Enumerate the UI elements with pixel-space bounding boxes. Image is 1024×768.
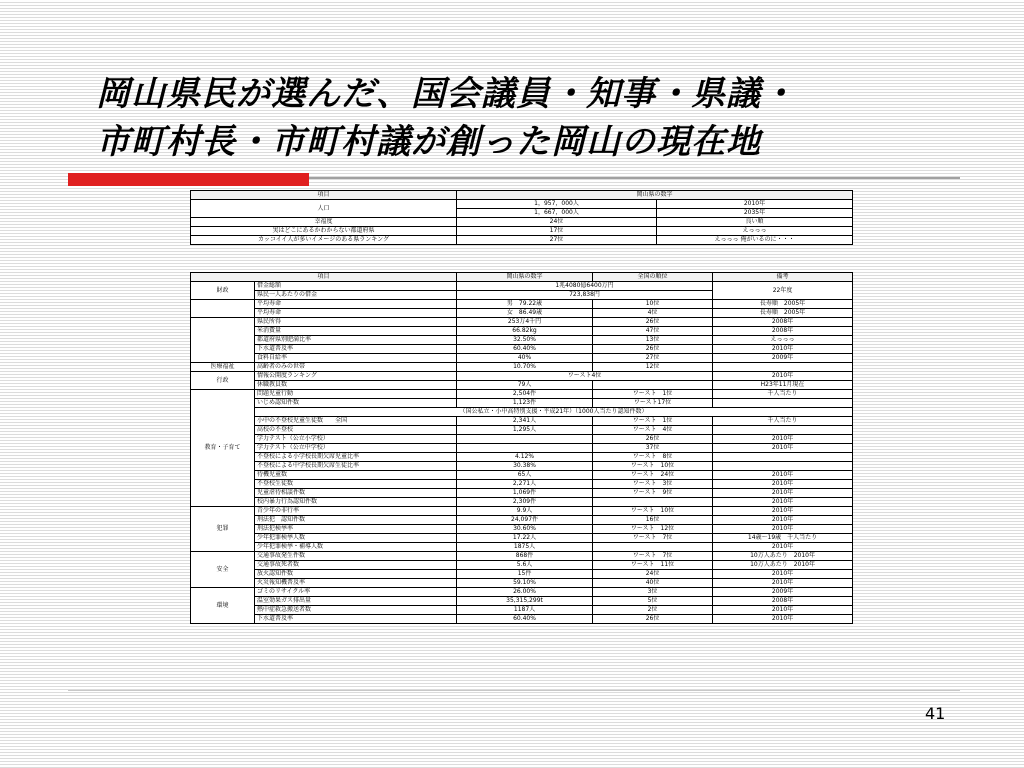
value-cell: 32.50% xyxy=(457,336,593,345)
rank-cell: 4位 xyxy=(593,309,713,318)
table-row xyxy=(191,390,853,399)
row-label: 幸福度 xyxy=(191,218,457,227)
note-cell: 2010年 xyxy=(713,525,853,534)
rank-cell: ワースト 7位 xyxy=(593,552,713,561)
rank-cell: ワースト 12位 xyxy=(593,525,713,534)
table-row xyxy=(191,588,853,597)
header-cell: 備考 xyxy=(713,273,853,282)
value-cell: 1875人 xyxy=(457,543,593,552)
merged-value-cell: ワースト4位 xyxy=(457,372,713,381)
item-cell: 不登校による小学校長期欠席児童比率 xyxy=(255,453,457,462)
value-cell: 30.60% xyxy=(457,525,593,534)
table-row xyxy=(191,507,853,516)
rank-cell: ワースト 8位 xyxy=(593,453,713,462)
table-row xyxy=(191,426,853,435)
rank-cell: ワースト 4位 xyxy=(593,426,713,435)
note-cell: 千人当たり xyxy=(713,417,853,426)
table-row xyxy=(191,462,853,471)
note-row-cell: （国公私立・小中高特別支援・平成21年）（1000人当たり認知件数） xyxy=(255,408,853,417)
value-cell: 女 86.49歳 xyxy=(457,309,593,318)
merged-value-cell: 1兆4080億6400万円 xyxy=(457,282,713,291)
table-row xyxy=(191,318,853,327)
table-row xyxy=(191,534,853,543)
table-row xyxy=(191,408,853,417)
note-cell: 2010年 xyxy=(713,498,853,507)
table-row xyxy=(191,543,853,552)
value-cell: 2,504件 xyxy=(457,390,593,399)
note-cell: えっっっ 俺がいるのに・・・ xyxy=(657,236,853,245)
rank-cell: ワースト 11位 xyxy=(593,561,713,570)
note-cell: 2008年 xyxy=(713,327,853,336)
note-cell: 14歳〜19歳 千人当たり xyxy=(713,534,853,543)
rank-cell: ワースト 24位 xyxy=(593,471,713,480)
item-cell: 児童虐待相談件数 xyxy=(255,489,457,498)
note-cell: 2010年 xyxy=(713,435,853,444)
table-row xyxy=(191,363,853,372)
note-cell: 2010年 xyxy=(713,516,853,525)
note-cell: えっっっ xyxy=(657,227,853,236)
note-cell: 2010年 xyxy=(713,570,853,579)
table-header-row xyxy=(191,273,853,282)
table-row xyxy=(191,354,853,363)
value-cell: 26.00% xyxy=(457,588,593,597)
value-cell: 2,271人 xyxy=(457,480,593,489)
item-cell: 校内暴力行為認知件数 xyxy=(255,498,457,507)
value-cell: 10.70% xyxy=(457,363,593,372)
item-cell: 交通事故死者数 xyxy=(255,561,457,570)
value-cell: 27位 xyxy=(457,236,657,245)
note-cell: 10万人あたり 2010年 xyxy=(713,552,853,561)
note-cell: 長寿順 2005年 xyxy=(713,300,853,309)
note-cell: H23年11月現在 xyxy=(713,381,853,390)
rank-cell: ワースト17位 xyxy=(593,399,713,408)
item-cell: 刑法犯 認知件数 xyxy=(255,516,457,525)
slide-title-line-1: 岡山県民が選んだ、国会議員・知事・県議・ xyxy=(96,74,796,114)
value-cell: 60.40% xyxy=(457,615,593,624)
note-cell: 良い順 xyxy=(657,218,853,227)
table-row xyxy=(191,282,853,291)
rank-cell: 47位 xyxy=(593,327,713,336)
rank-cell: ワースト 9位 xyxy=(593,489,713,498)
note-cell: 2008年 xyxy=(713,318,853,327)
header-cell: 項目 xyxy=(191,273,457,282)
rank-cell: 26位 xyxy=(593,435,713,444)
note-cell: 2010年 xyxy=(713,480,853,489)
item-cell: 少年犯罪検挙人数 xyxy=(255,534,457,543)
item-cell: 交通事故発生件数 xyxy=(255,552,457,561)
item-cell: 温室効果ガス排出量 xyxy=(255,597,457,606)
item-cell: ゴミのリサイクル率 xyxy=(255,588,457,597)
item-cell: 不登校による中学校長期欠席生徒比率 xyxy=(255,462,457,471)
note-cell xyxy=(713,462,853,471)
merged-value-cell: 723,838円 xyxy=(457,291,713,300)
item-cell: 情報公開度ランキング xyxy=(255,372,457,381)
value-cell xyxy=(457,444,593,453)
item-cell: いじめ認知件数 xyxy=(255,399,457,408)
note-cell: 22年度 xyxy=(713,282,853,300)
note-cell: 2010年 xyxy=(713,606,853,615)
note-cell: 2010年 xyxy=(713,543,853,552)
slide-title xyxy=(96,70,976,166)
value-cell: 24,097件 xyxy=(457,516,593,525)
value-cell: 79人 xyxy=(457,381,593,390)
table-row xyxy=(191,236,853,245)
item-cell: 少年犯罪検挙・補導人数 xyxy=(255,543,457,552)
rank-cell: ワースト 7位 xyxy=(593,534,713,543)
title-accent-bar xyxy=(68,173,309,186)
table-row xyxy=(191,480,853,489)
statistics-table xyxy=(190,272,853,624)
rank-cell: 12位 xyxy=(593,363,713,372)
category-cell: 犯罪 xyxy=(191,507,255,552)
item-cell: 借金総額 xyxy=(255,282,457,291)
value-cell xyxy=(457,435,593,444)
header-cell: 岡山県の数字 xyxy=(457,273,593,282)
item-cell: 米消費量 xyxy=(255,327,457,336)
rank-cell: 5位 xyxy=(593,597,713,606)
rank-cell: ワースト 10位 xyxy=(593,507,713,516)
note-cell: 2010年 xyxy=(713,615,853,624)
note-cell: 2035年 xyxy=(657,209,853,218)
note-cell: 千人当たり xyxy=(713,390,853,399)
header-cell: 項目 xyxy=(191,191,457,200)
table-row xyxy=(191,579,853,588)
rank-cell: 26位 xyxy=(593,318,713,327)
rank-cell: 10位 xyxy=(593,300,713,309)
rank-cell xyxy=(593,543,713,552)
rank-cell: 40位 xyxy=(593,579,713,588)
item-cell: 不登校生徒数 xyxy=(255,480,457,489)
table-row xyxy=(191,597,853,606)
note-cell: 10万人あたり 2010年 xyxy=(713,561,853,570)
table-row xyxy=(191,227,853,236)
note-cell: 2010年 xyxy=(713,372,853,381)
category-cell xyxy=(191,300,255,318)
note-cell: 2010年 xyxy=(657,200,853,209)
value-cell: 66.82kg xyxy=(457,327,593,336)
category-cell xyxy=(191,318,255,363)
rank-cell: 3位 xyxy=(593,588,713,597)
note-cell: 2009年 xyxy=(713,588,853,597)
title-divider xyxy=(309,177,960,179)
note-cell: 2008年 xyxy=(713,597,853,606)
category-cell: 環境 xyxy=(191,588,255,624)
note-cell: 2010年 xyxy=(713,579,853,588)
rank-cell: ワースト 1位 xyxy=(593,417,713,426)
row-label: 人口 xyxy=(191,200,457,218)
table-row xyxy=(191,489,853,498)
rank-cell: 24位 xyxy=(593,570,713,579)
table-row xyxy=(191,309,853,318)
table-row xyxy=(191,300,853,309)
page-number: 41 xyxy=(925,704,946,723)
item-cell: 学力テスト（公立小学校） xyxy=(255,435,457,444)
category-cell: 行政 xyxy=(191,372,255,390)
value-cell: 1,069件 xyxy=(457,489,593,498)
item-cell: 県民所得 xyxy=(255,318,457,327)
table-row xyxy=(191,381,853,390)
note-cell: 長寿順 2005年 xyxy=(713,309,853,318)
note-cell: 2010年 xyxy=(713,489,853,498)
item-cell: 学力テスト（公立中学校） xyxy=(255,444,457,453)
item-cell: 青少年の非行率 xyxy=(255,507,457,516)
slide-title-line-2: 市町村長・市町村議が創った岡山の現在地 xyxy=(96,122,761,162)
table-row xyxy=(191,327,853,336)
rank-cell: ワースト 3位 xyxy=(593,480,713,489)
item-cell: 放火認知件数 xyxy=(255,570,457,579)
statistics-table-body xyxy=(191,273,853,624)
note-cell: 2010年 xyxy=(713,507,853,516)
note-cell xyxy=(713,399,853,408)
rank-cell: 2位 xyxy=(593,606,713,615)
rank-cell xyxy=(593,498,713,507)
category-cell: 医療福祉 xyxy=(191,363,255,372)
item-cell: 小中の不登校児童生徒数 全国 xyxy=(255,417,457,426)
table-row xyxy=(191,471,853,480)
note-cell: 2010年 xyxy=(713,444,853,453)
value-cell: 40% xyxy=(457,354,593,363)
item-cell: 食料自給率 xyxy=(255,354,457,363)
table-row xyxy=(191,372,853,381)
value-cell: 35,315,299t xyxy=(457,597,593,606)
value-cell: 2,341人 xyxy=(457,417,593,426)
value-cell: 5.6人 xyxy=(457,561,593,570)
value-cell: 男 79.22歳 xyxy=(457,300,593,309)
item-cell: 刑法犯検挙率 xyxy=(255,525,457,534)
table-row xyxy=(191,516,853,525)
table-row xyxy=(191,552,853,561)
table-row xyxy=(191,615,853,624)
value-cell: 30.38% xyxy=(457,462,593,471)
note-cell: 2009年 xyxy=(713,354,853,363)
footer-divider xyxy=(68,690,960,691)
item-cell: 平均寿命 xyxy=(255,309,457,318)
note-cell xyxy=(713,453,853,462)
table-row xyxy=(191,561,853,570)
table-row xyxy=(191,570,853,579)
row-label: 実はどこにあるかわからない都道府県 xyxy=(191,227,457,236)
item-cell: 都道府県別肥満比率 xyxy=(255,336,457,345)
value-cell: 60.40% xyxy=(457,345,593,354)
value-cell: 1,123件 xyxy=(457,399,593,408)
value-cell: 253万4千円 xyxy=(457,318,593,327)
table-row xyxy=(191,399,853,408)
value-cell: 1，957，000人 xyxy=(457,200,657,209)
header-cell: 全国の順位 xyxy=(593,273,713,282)
table-row xyxy=(191,336,853,345)
item-cell: 休職教員数 xyxy=(255,381,457,390)
value-cell: 1,295人 xyxy=(457,426,593,435)
table-row xyxy=(191,453,853,462)
item-cell: 熱中症救急搬送者数 xyxy=(255,606,457,615)
table-row xyxy=(191,444,853,453)
rank-cell: 27位 xyxy=(593,354,713,363)
value-cell: 24位 xyxy=(457,218,657,227)
item-cell: 下水道普及率 xyxy=(255,615,457,624)
table-row xyxy=(191,200,853,209)
header-cell: 岡山県の数字 xyxy=(457,191,853,200)
table-row xyxy=(191,525,853,534)
rank-cell: 16位 xyxy=(593,516,713,525)
note-cell: 2010年 xyxy=(713,345,853,354)
value-cell: 2,309件 xyxy=(457,498,593,507)
item-cell: 問題児童行動 xyxy=(255,390,457,399)
category-cell: 安全 xyxy=(191,552,255,588)
value-cell: 1，667，000人 xyxy=(457,209,657,218)
note-cell: えっっっ xyxy=(713,336,853,345)
value-cell: 4.12% xyxy=(457,453,593,462)
rank-cell: ワースト 1位 xyxy=(593,390,713,399)
summary-table xyxy=(190,190,853,245)
value-cell: 1187人 xyxy=(457,606,593,615)
rank-cell: 13位 xyxy=(593,336,713,345)
value-cell: 65人 xyxy=(457,471,593,480)
category-cell: 教育・子育て xyxy=(191,390,255,507)
value-cell: 59.10% xyxy=(457,579,593,588)
rank-cell xyxy=(593,381,713,390)
rank-cell: ワースト 10位 xyxy=(593,462,713,471)
item-cell: 待機児童数 xyxy=(255,471,457,480)
value-cell: 17.22人 xyxy=(457,534,593,543)
value-cell: 15件 xyxy=(457,570,593,579)
item-cell: 火災報知機普及率 xyxy=(255,579,457,588)
table-row xyxy=(191,345,853,354)
value-cell: 17位 xyxy=(457,227,657,236)
value-cell: 868件 xyxy=(457,552,593,561)
row-label: カッコイイ人が多いイメージのある県ランキング xyxy=(191,236,457,245)
item-cell: 高校の不登校 xyxy=(255,426,457,435)
value-cell: 9.9人 xyxy=(457,507,593,516)
table-row xyxy=(191,606,853,615)
rank-cell: 26位 xyxy=(593,615,713,624)
table-header-row xyxy=(191,191,853,200)
item-cell: 平均寿命 xyxy=(255,300,457,309)
table-row xyxy=(191,498,853,507)
item-cell: 下水道普及率 xyxy=(255,345,457,354)
table-row xyxy=(191,218,853,227)
note-cell xyxy=(713,426,853,435)
table-row xyxy=(191,417,853,426)
table-row xyxy=(191,435,853,444)
note-cell: 2010年 xyxy=(713,471,853,480)
item-cell: 高齢者のみの世帯 xyxy=(255,363,457,372)
item-cell: 県民一人あたりの借金 xyxy=(255,291,457,300)
note-cell xyxy=(713,363,853,372)
rank-cell: 37位 xyxy=(593,444,713,453)
rank-cell: 26位 xyxy=(593,345,713,354)
category-cell: 財政 xyxy=(191,282,255,300)
